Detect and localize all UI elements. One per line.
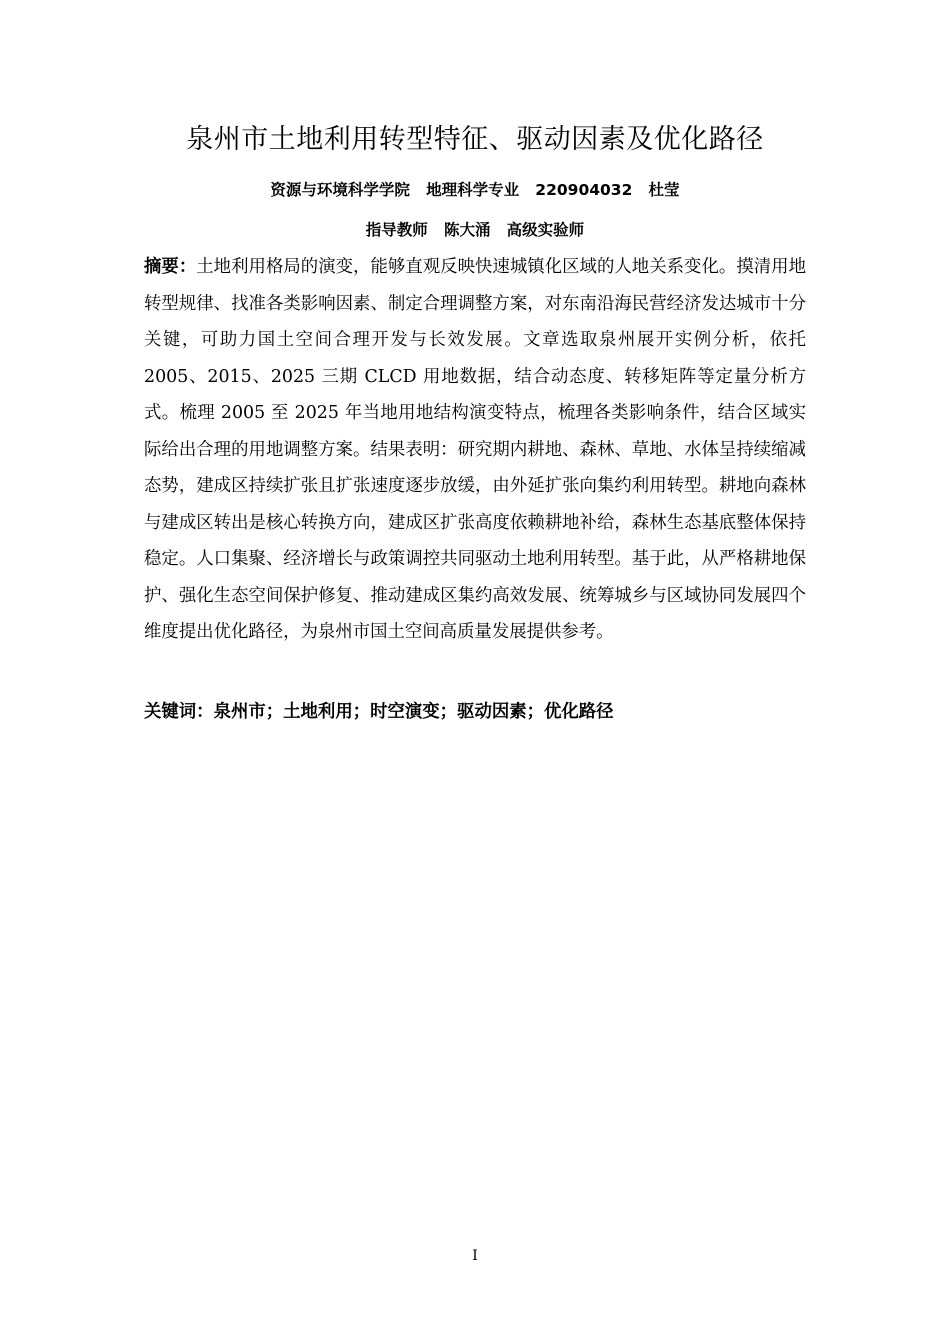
paper-title: 泉州市土地利用转型特征、驱动因素及优化路径 <box>186 124 764 155</box>
keywords-label: 关键词： <box>144 702 214 722</box>
abstract-text: 土地利用格局的演变，能够直观反映快速城镇化区域的人地关系变化。摸清用地转型规律、找准各类影响因素、制定合理调整方案，对东南沿海民营经济发达城市十分关键，可助力国土空间合理开发与长效发展。文章选取泉州展开实例分析，依托 2005、2015、2025 三期 CLCD 用地数据，结合动态度、转移矩阵等定量分析方式。梳理 2005 至 2025 年当地用地结构演变特点，梳理各类影响条件，结合区域实际给出合理的用地调整方案。结果表明：研究期内耕地、森林、草地、水体呈持续缩减态势，建成区持续扩张且扩张速度逐步放缓，由外延扩张向集约利用转型。耕地向森林与建成区转出是核心转换方向，建成区扩张高度依赖耕地补给，森林生态基底整体保持稳定。人口集聚、经济增长与政策调控共同驱动土地利用转型。基于此，从严格耕地保护、强化生态空间保护修复、推动建成区集约高效发展、统筹城乡与区域协同发展四个维度提出优化路径，为泉州市国土空间高质量发展提供参考。 <box>144 257 806 642</box>
abstract-label: 摘要： <box>144 257 197 277</box>
keywords-paragraph <box>144 696 806 728</box>
page-number: I <box>472 1248 478 1264</box>
abstract-paragraph <box>144 249 806 651</box>
author-info: 资源与环境科学学院 地理科学专业 220904032 杜莹 <box>270 181 680 199</box>
advisor-info: 指导教师 陈大涌 高级实验师 <box>365 221 585 239</box>
keywords-text: 泉州市；土地利用；时空演变；驱动因素；优化路径 <box>213 702 614 722</box>
